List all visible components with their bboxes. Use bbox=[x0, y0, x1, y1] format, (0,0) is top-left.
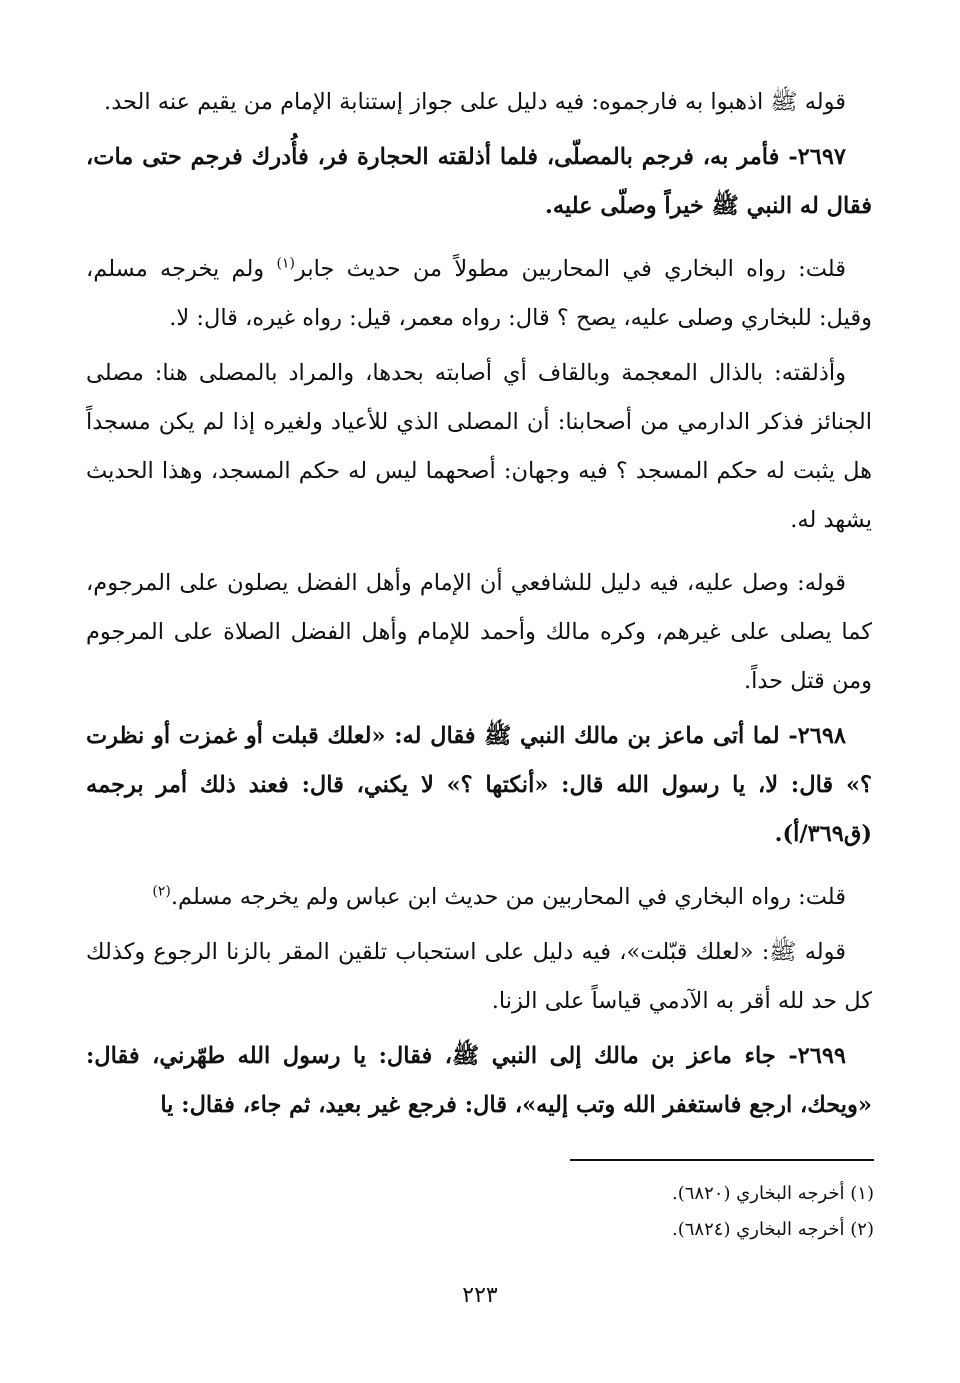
page-number: ٢٢٣ bbox=[462, 1283, 498, 1308]
commentary-text: قلت: رواه البخاري في المحاربين مطولاً من حديث جابر bbox=[294, 256, 847, 282]
footnote-1: (١) أخرجه البخاري (٦٨٢٠). bbox=[672, 1183, 874, 1204]
main-text bbox=[86, 78, 872, 1136]
spacer bbox=[86, 237, 872, 245]
footnote-ref-1: (١) bbox=[276, 255, 295, 272]
footnote-2: (٢) أخرجه البخاري (٦٨٢٤). bbox=[672, 1219, 874, 1240]
footnote-ref-2: (٢) bbox=[152, 883, 171, 900]
commentary-text: قلت: رواه البخاري في المحاربين من حديث ابن عباس ولم يخرجه مسلم. bbox=[170, 884, 846, 910]
footnote-divider bbox=[570, 1159, 874, 1161]
hadith-2697: ٢٦٩٧- فأمر به، فرجم بالمصلّى، فلما أذلقته الحجارة فر، فأُدرك فرجم حتى مات، فقال له النبي ﷺ خيراً وصلّى عليه. bbox=[86, 144, 872, 219]
hadith-2699: ٢٦٩٩- جاء ماعز بن مالك إلى النبي ﷺ، فقال: يا رسول الله طهّرني، فقال: «ويحك، ارجع فاستغفر الله وتب إليه»، قال: فرجع غير بعيد، ثم جاء، فقال: يا bbox=[86, 1043, 872, 1118]
paragraph-commentary-6: قوله ﷺ: «لعلك قبّلت»، فيه دليل على استحباب تلقين المقر بالزنا الرجوع وكذلك كل حد لله أقر به الآدمي قياساً على الزنا. bbox=[86, 939, 872, 1014]
commentary-text-cont: ولم يخرجه مسلم، وقيل: للبخاري وصلى عليه، يصح ؟ قال: رواه معمر، قيل: رواه غيره، قال: لا. bbox=[86, 256, 872, 331]
paragraph-commentary-3: وأذلقته: بالذال المعجمة وبالقاف أي أصابته بحدها، والمراد بالمصلى هنا: مصلى الجنائز فذكر الدارمي من أصحابنا: أن المصلى الذي للأعياد ولغيره إذا لم يكن مسجداً هل يثبت له حكم المسجد ؟ فيه وجهان: أصحهما ليس له حكم المسجد، وهذا الحديث يشهد له. bbox=[86, 360, 872, 533]
paragraph-commentary-5 bbox=[86, 873, 872, 922]
hadith-2698: ٢٦٩٨- لما أتى ماعز بن مالك النبي ﷺ فقال له: «لعلك قبلت أو غمزت أو نظرت ؟» قال: لا، يا رسول الله قال: «أنكتها ؟» لا يكني، قال: فعند ذلك أمر برجمه (ق٣٦٩/أ). bbox=[86, 723, 872, 847]
paragraph-commentary-4: قوله: وصل عليه، فيه دليل للشافعي أن الإمام وأهل الفضل يصلون على المرجوم، كما يصلى على غيرهم، وكره مالك وأحمد للإمام وأهل الفضل الصلاة على المرجوم ومن قتل حداً. bbox=[86, 570, 872, 694]
footnotes bbox=[174, 1176, 874, 1248]
spacer bbox=[86, 865, 872, 873]
paragraph-commentary-2 bbox=[86, 245, 872, 343]
paragraph-commentary-1: قوله ﷺ اذهبوا به فارجموه: فيه دليل على جواز إستنابة الإمام من يقيم عنه الحد. bbox=[104, 89, 846, 115]
spacer bbox=[86, 551, 872, 559]
